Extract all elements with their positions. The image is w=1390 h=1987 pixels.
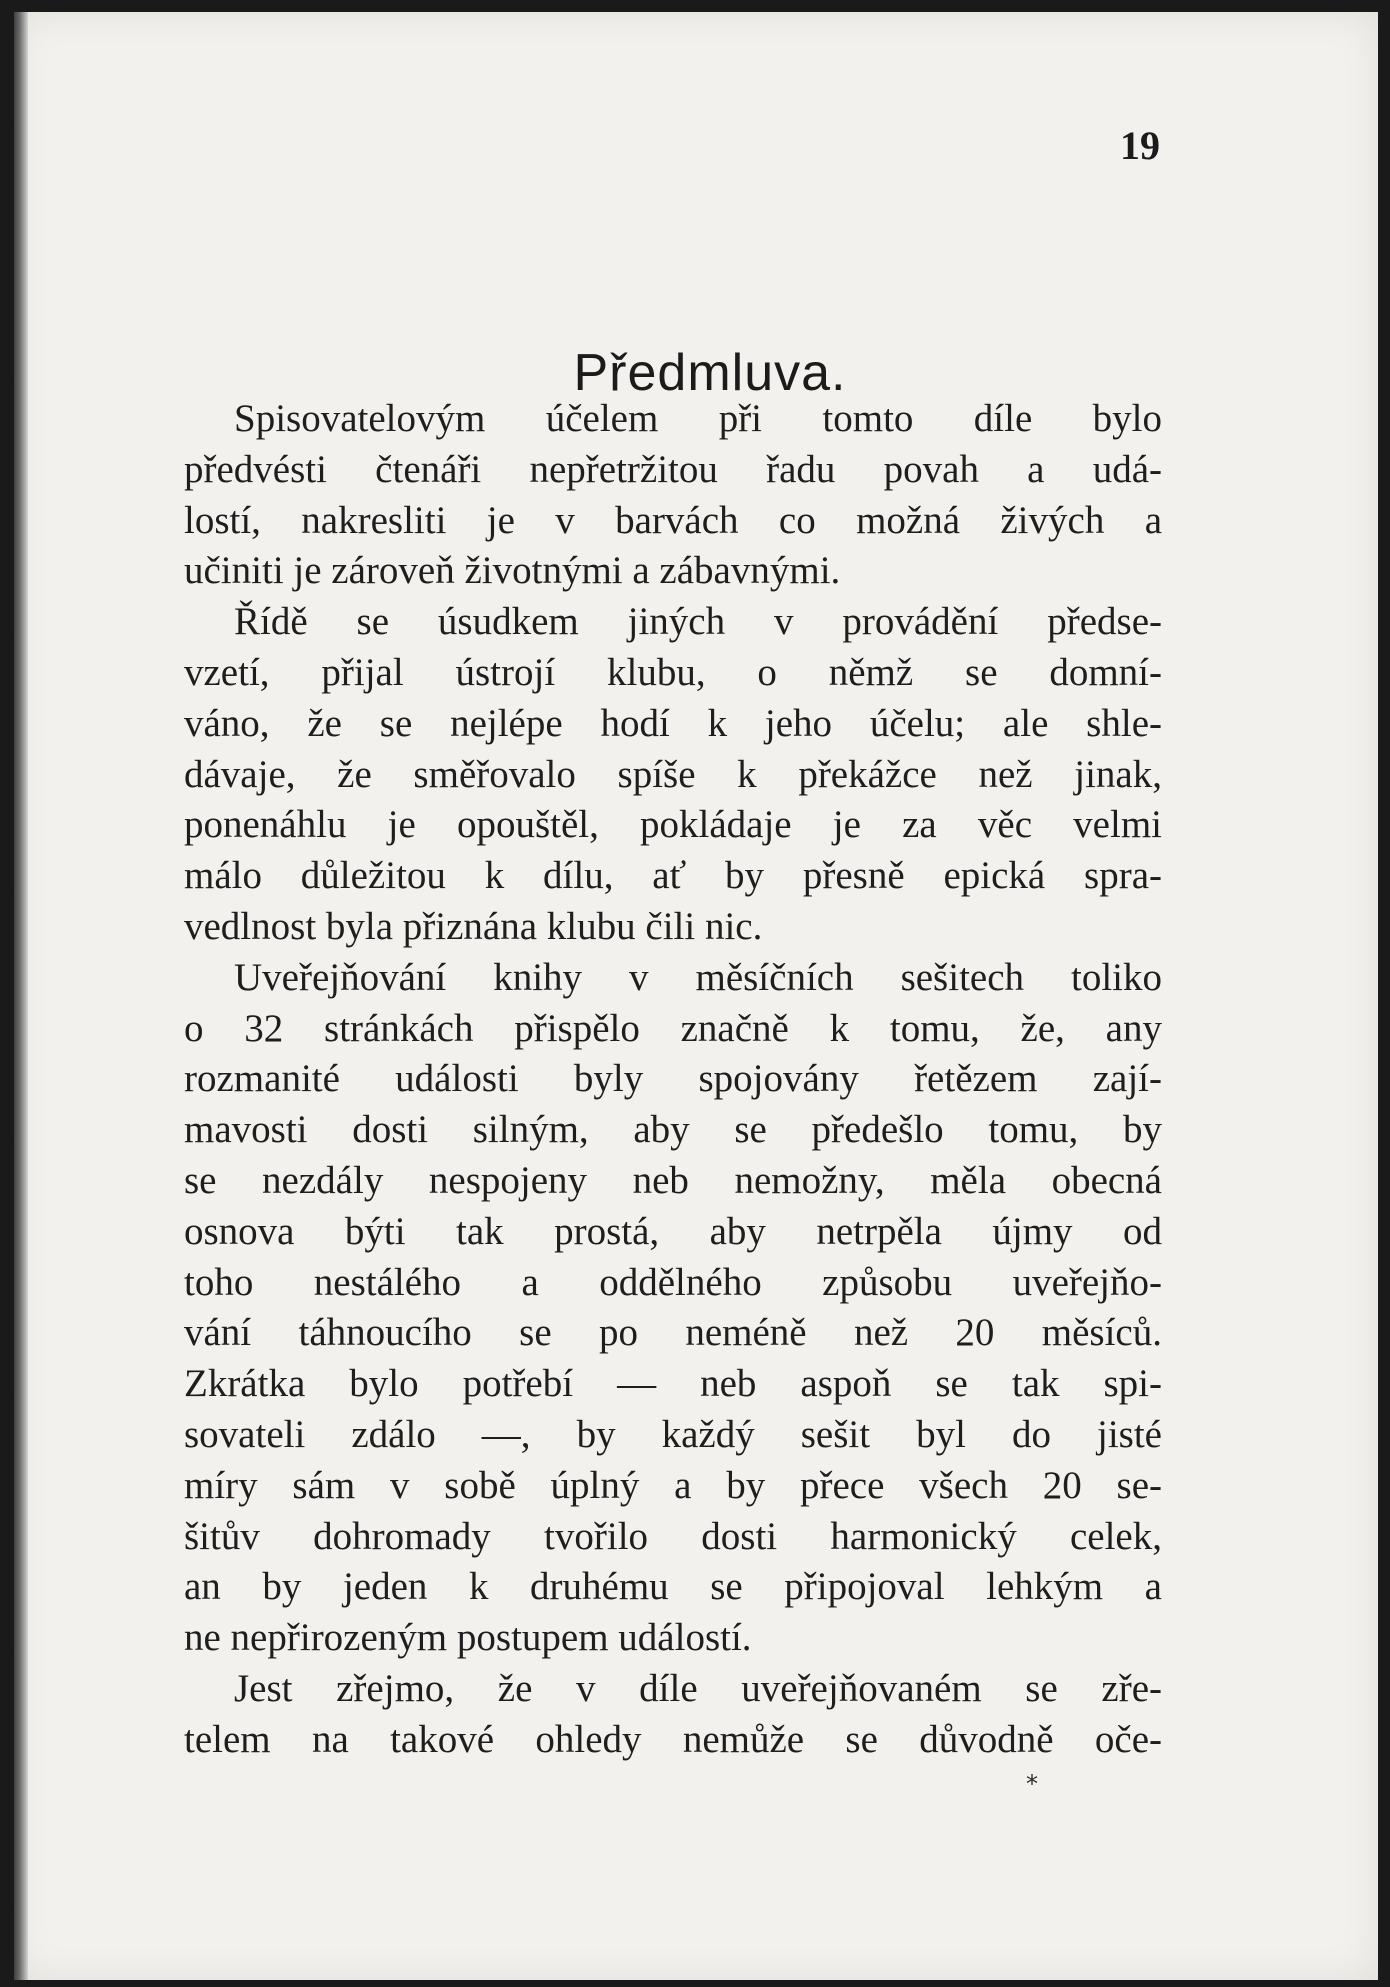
text-line: mavosti dosti silným, aby se předešlo tomu, by	[184, 1108, 1162, 1152]
text-line: Zkrátka bylo potřebí — neb aspoň se tak spi-	[184, 1362, 1162, 1406]
text-line: předvésti čtenáři nepřetržitou řadu povah a udá-	[184, 447, 1162, 491]
body-text	[184, 394, 1162, 1766]
text-line: Spisovatelovým účelem při tomto díle bylo	[234, 397, 1162, 440]
text-line: míry sám v sobě úplný a by přece všech 20 se-	[184, 1463, 1162, 1507]
text-line: vedlnost byla přiznána klubu čili nic.	[184, 904, 763, 948]
page-number: 19	[1120, 123, 1160, 168]
text-line: vzetí, přijal ústrojí klubu, o němž se domní-	[184, 650, 1162, 694]
text-line: málo důležitou k dílu, ať by přesně epická spra-	[184, 854, 1162, 898]
text-line: Uveřejňování knihy v měsíčních sešitech toliko	[234, 955, 1162, 999]
text-line: toho nestálého a oddělného způsobu uveřejňo-	[184, 1260, 1162, 1304]
text-line: vání táhnoucího se po neméně než 20 měsíců.	[184, 1311, 1162, 1355]
signature-mark: *	[1026, 1770, 1038, 1798]
text-line: rozmanité události byly spojovány řetězem zají-	[184, 1057, 1162, 1101]
text-line: lostí, nakresliti je v barvách co možná živých a	[184, 498, 1162, 542]
chapter-heading: Předmluva.	[573, 343, 847, 402]
text-line: sovateli zdálo —, by každý sešit byl do jisté	[184, 1412, 1162, 1456]
text-line: se nezdály nespojeny neb nemožny, měla obecná	[184, 1158, 1162, 1202]
text-line: o 32 stránkách přispělo značně k tomu, že, any	[184, 1006, 1162, 1050]
text-line: váno, že se nejlépe hodí k jeho účelu; ale shle-	[184, 701, 1162, 745]
text-line: ponenáhlu je opouštěl, pokládaje je za věc velmi	[184, 803, 1162, 847]
text-line: dávaje, že směřovalo spíše k překážce než jinak,	[184, 752, 1162, 796]
text-line: šitův dohromady tvořilo dosti harmonický celek,	[184, 1514, 1162, 1558]
text-line: učiniti je zároveň životnými a zábavnými.	[184, 549, 841, 593]
text-line: ne nepřirozeným postupem událostí.	[184, 1616, 752, 1660]
text-line: telem na takové ohledy nemůže se důvodně oče-	[184, 1717, 1162, 1761]
text-line: an by jeden k druhému se připojoval lehkým a	[184, 1565, 1162, 1609]
text-line: osnova býti tak prostá, aby netrpěla újmy od	[184, 1209, 1162, 1253]
page-binding-edge	[14, 12, 28, 1980]
text-line: Řídě se úsudkem jiných v provádění předse-	[234, 600, 1162, 644]
text-line: Jest zřejmo, že v díle uveřejňovaném se zře-	[234, 1666, 1162, 1710]
